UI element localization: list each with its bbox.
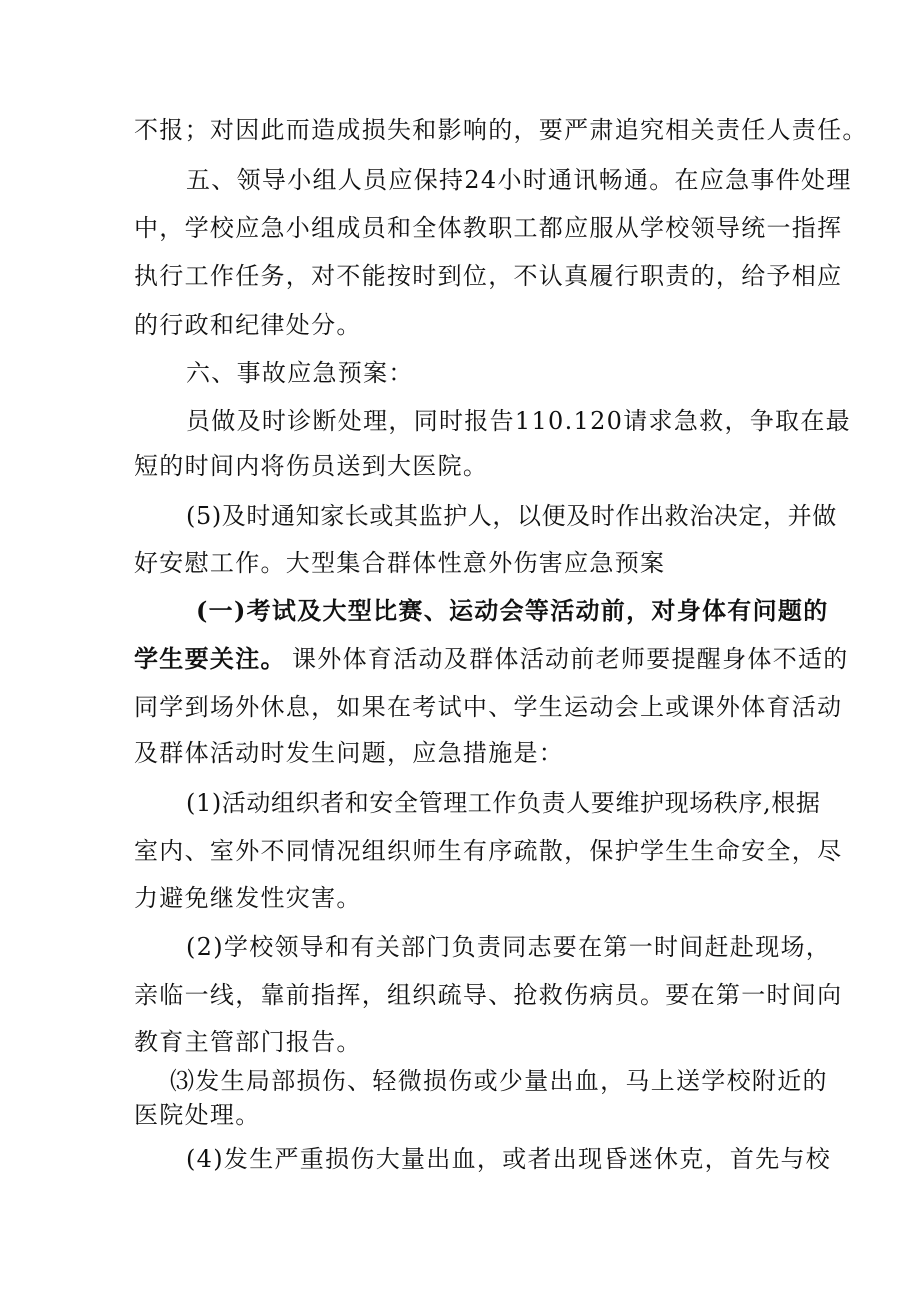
text-line-9: (5)及时通知家长或其监护人，以便及时作出救治决定，并做 bbox=[186, 502, 837, 530]
text-line-7: 员做及时诊断处理，同时报告110.120请求急救，争取在最 bbox=[186, 407, 851, 435]
text-line-6: 六、事故应急预案： bbox=[186, 359, 414, 387]
text-line-12b: 课外体育活动及群体活动前老师要提醒身体不适的 bbox=[292, 645, 849, 673]
text-line-15: (1)活动组织者和安全管理工作负责人要维护现场秩序,根据 bbox=[186, 789, 821, 817]
text-line-22: 医院处理。 bbox=[134, 1101, 261, 1129]
text-line-1: 不报；对因此而造成损失和影响的，要严肃追究相关责任人责任。 bbox=[134, 116, 868, 144]
text-line-16: 室内、室外不同情况组织师生有序疏散，保护学生生命安全，尽 bbox=[134, 837, 843, 865]
text-line-21: ⑶发生局部损伤、轻微损伤或少量出血，马上送学校附近的 bbox=[170, 1067, 828, 1095]
text-line-11: (一)考试及大型比赛、运动会等活动前，对身体有问题的 bbox=[196, 596, 829, 625]
text-line-10: 好安慰工作。大型集合群体性意外伤害应急预案 bbox=[134, 549, 666, 577]
text-line-3: 中，学校应急小组成员和全体教职工都应服从学校领导统一指挥 bbox=[134, 214, 843, 242]
text-line-19: 亲临一线，靠前指挥，组织疏导、抢救伤病员。要在第一时间向 bbox=[134, 981, 843, 1009]
text-line-5: 的行政和纪律处分。 bbox=[134, 311, 362, 339]
text-line-12a: 学生要关注。 bbox=[134, 644, 286, 673]
text-line-13: 同学到场外休息，如果在考试中、学生运动会上或课外体育活动 bbox=[134, 693, 843, 721]
text-line-23: (4)发生严重损伤大量出血，或者出现昏迷休克，首先与校 bbox=[186, 1145, 832, 1173]
text-line-17: 力避免继发性灾害。 bbox=[134, 884, 362, 912]
text-line-8: 短的时间内将伤员送到大医院。 bbox=[134, 452, 489, 480]
text-line-2: 五、领导小组人员应保持24小时通讯畅通。在应急事件处理 bbox=[186, 166, 852, 194]
text-line-14: 及群体活动时发生问题，应急措施是： bbox=[134, 739, 565, 767]
text-line-20: 教育主管部门报告。 bbox=[134, 1028, 362, 1056]
text-line-4: 执行工作任务，对不能按时到位，不认真履行职责的，给予相应 bbox=[134, 262, 843, 290]
text-line-18: (2)学校领导和有关部门负责同志要在第一时间赶赴现场， bbox=[186, 933, 832, 961]
